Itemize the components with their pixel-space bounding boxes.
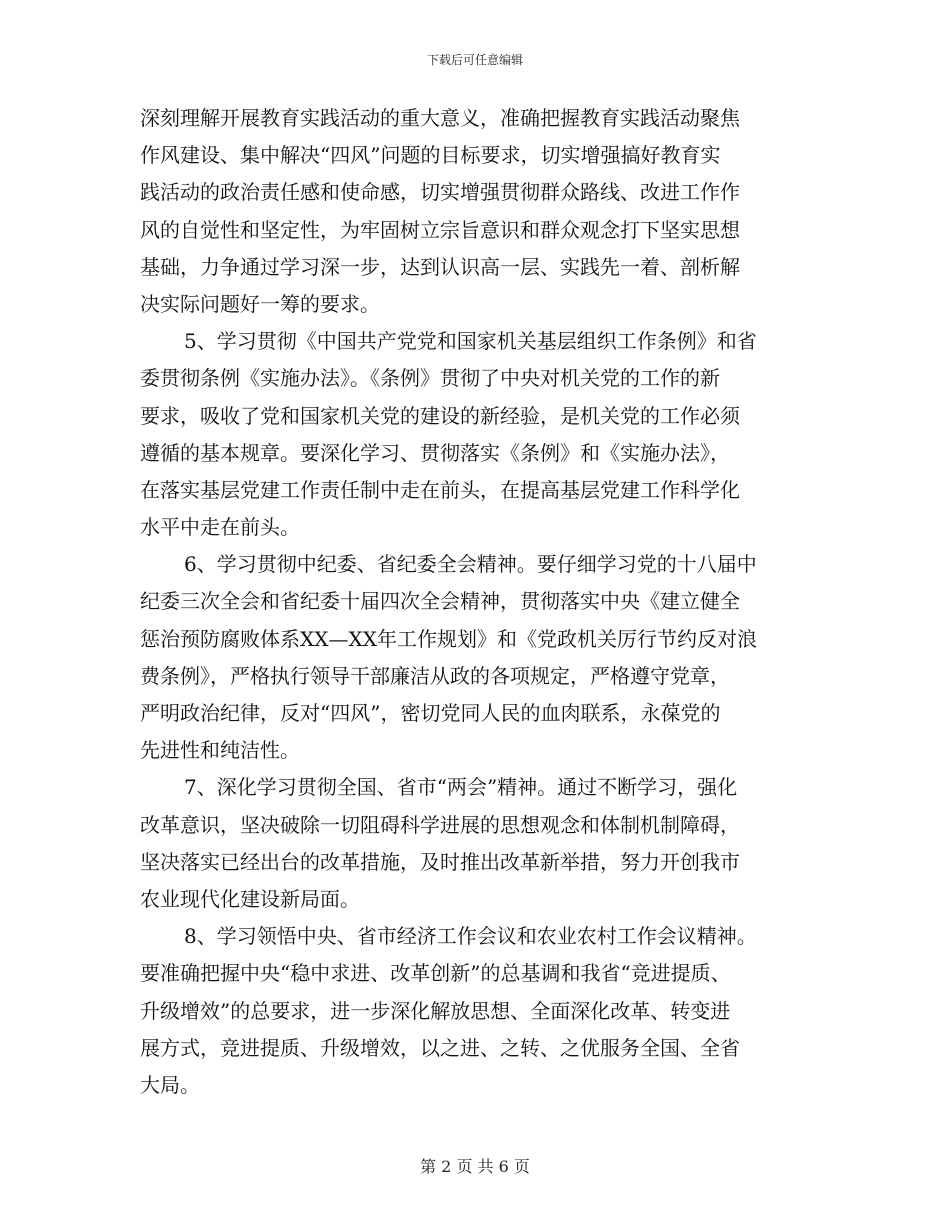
paragraph-line: 要准确把握中央“稳中求进、改革创新”的总基调和我省“竞进提质、	[140, 961, 731, 986]
paragraph-line: 纪委三次全会和省纪委十届四次全会精神，贯彻落实中央《建立健全	[140, 589, 740, 614]
document-body	[140, 100, 812, 1104]
paragraph-line: 费条例》，严格执行领导干部廉洁从政的各项规定，严格遵守党章，	[140, 663, 730, 688]
paragraph-first-line: 7、深化学习贯彻全国、省市“两会”精神。通过不断学习，强化	[184, 775, 738, 800]
paragraph-line: 深刻理解开展教育实践活动的重大意义，准确把握教育实践活动聚焦	[140, 106, 740, 130]
paragraph-first-line: 8、学习领悟中央、省市经济工作会议和农业农村工作会议精神。	[184, 924, 757, 949]
paragraph-line: 作风建设、集中解决“四风”问题的目标要求，切实增强搞好教育实	[140, 143, 721, 168]
paragraph-line: 在落实基层党建工作责任制中走在前头，在提高基层党建工作科学化	[140, 477, 740, 502]
paragraph-first-line: 5、学习贯彻《中国共产党党和国家机关基层组织工作条例》和省	[184, 329, 757, 354]
paragraph-line: 惩治预防腐败体系XX—XX年工作规划》和《党政机关厉行节约反对浪	[140, 626, 757, 651]
paragraph-line: 践活动的政治责任感和使命感，切实增强贯彻群众路线、改进工作作	[140, 180, 740, 205]
paragraph-line: 大局。	[140, 1072, 200, 1097]
paragraph-line: 决实际问题好一筹的要求。	[140, 291, 380, 316]
paragraph-line: 风的自觉性和坚定性，为牢固树立宗旨意识和群众观念打下坚实思想	[140, 217, 740, 242]
paragraph-line: 先进性和纯洁性。	[140, 738, 300, 763]
paragraph-line: 基础，力争通过学习深一步，达到认识高一层、实践先一着、剖析解	[140, 254, 740, 279]
paragraph-line: 遵循的基本规章。要深化学习、贯彻落实《条例》和《实施办法》，	[140, 440, 730, 465]
paragraph-line: 坚决落实已经出台的改革措施，及时推出改革新举措，努力开创我市	[140, 849, 740, 874]
paragraph-line: 严明政治纪律，反对“四风”，密切党同人民的血肉联系，永葆党的	[140, 701, 721, 725]
paragraph-line: 农业现代化建设新局面。	[140, 886, 360, 911]
paragraph-line: 改革意识，坚决破除一切阻碍科学进展的思想观念和体制机制障碍，	[140, 812, 740, 837]
paragraph-line: 水平中走在前头。	[140, 515, 300, 540]
paragraph-line: 升级增效”的总要求，进一步深化解放思想、全面深化改革、转变进	[140, 998, 731, 1023]
page-footer: 第 2 页 共 6 页	[420, 1157, 530, 1176]
paragraph-line: 委贯彻条例《实施办法》。《条例》贯彻了中央对机关党的工作的新	[140, 366, 720, 391]
paragraph-line: 展方式，竞进提质、升级增效，以之进、之转、之优服务全国、全省	[140, 1035, 740, 1060]
page-header: 下载后可任意编辑	[426, 53, 523, 67]
paragraph-line: 要求，吸收了党和国家机关党的建设的新经验，是机关党的工作必须	[140, 403, 740, 428]
paragraph-first-line: 6、学习贯彻中纪委、省纪委全会精神。要仔细学习党的十八届中	[184, 552, 757, 577]
